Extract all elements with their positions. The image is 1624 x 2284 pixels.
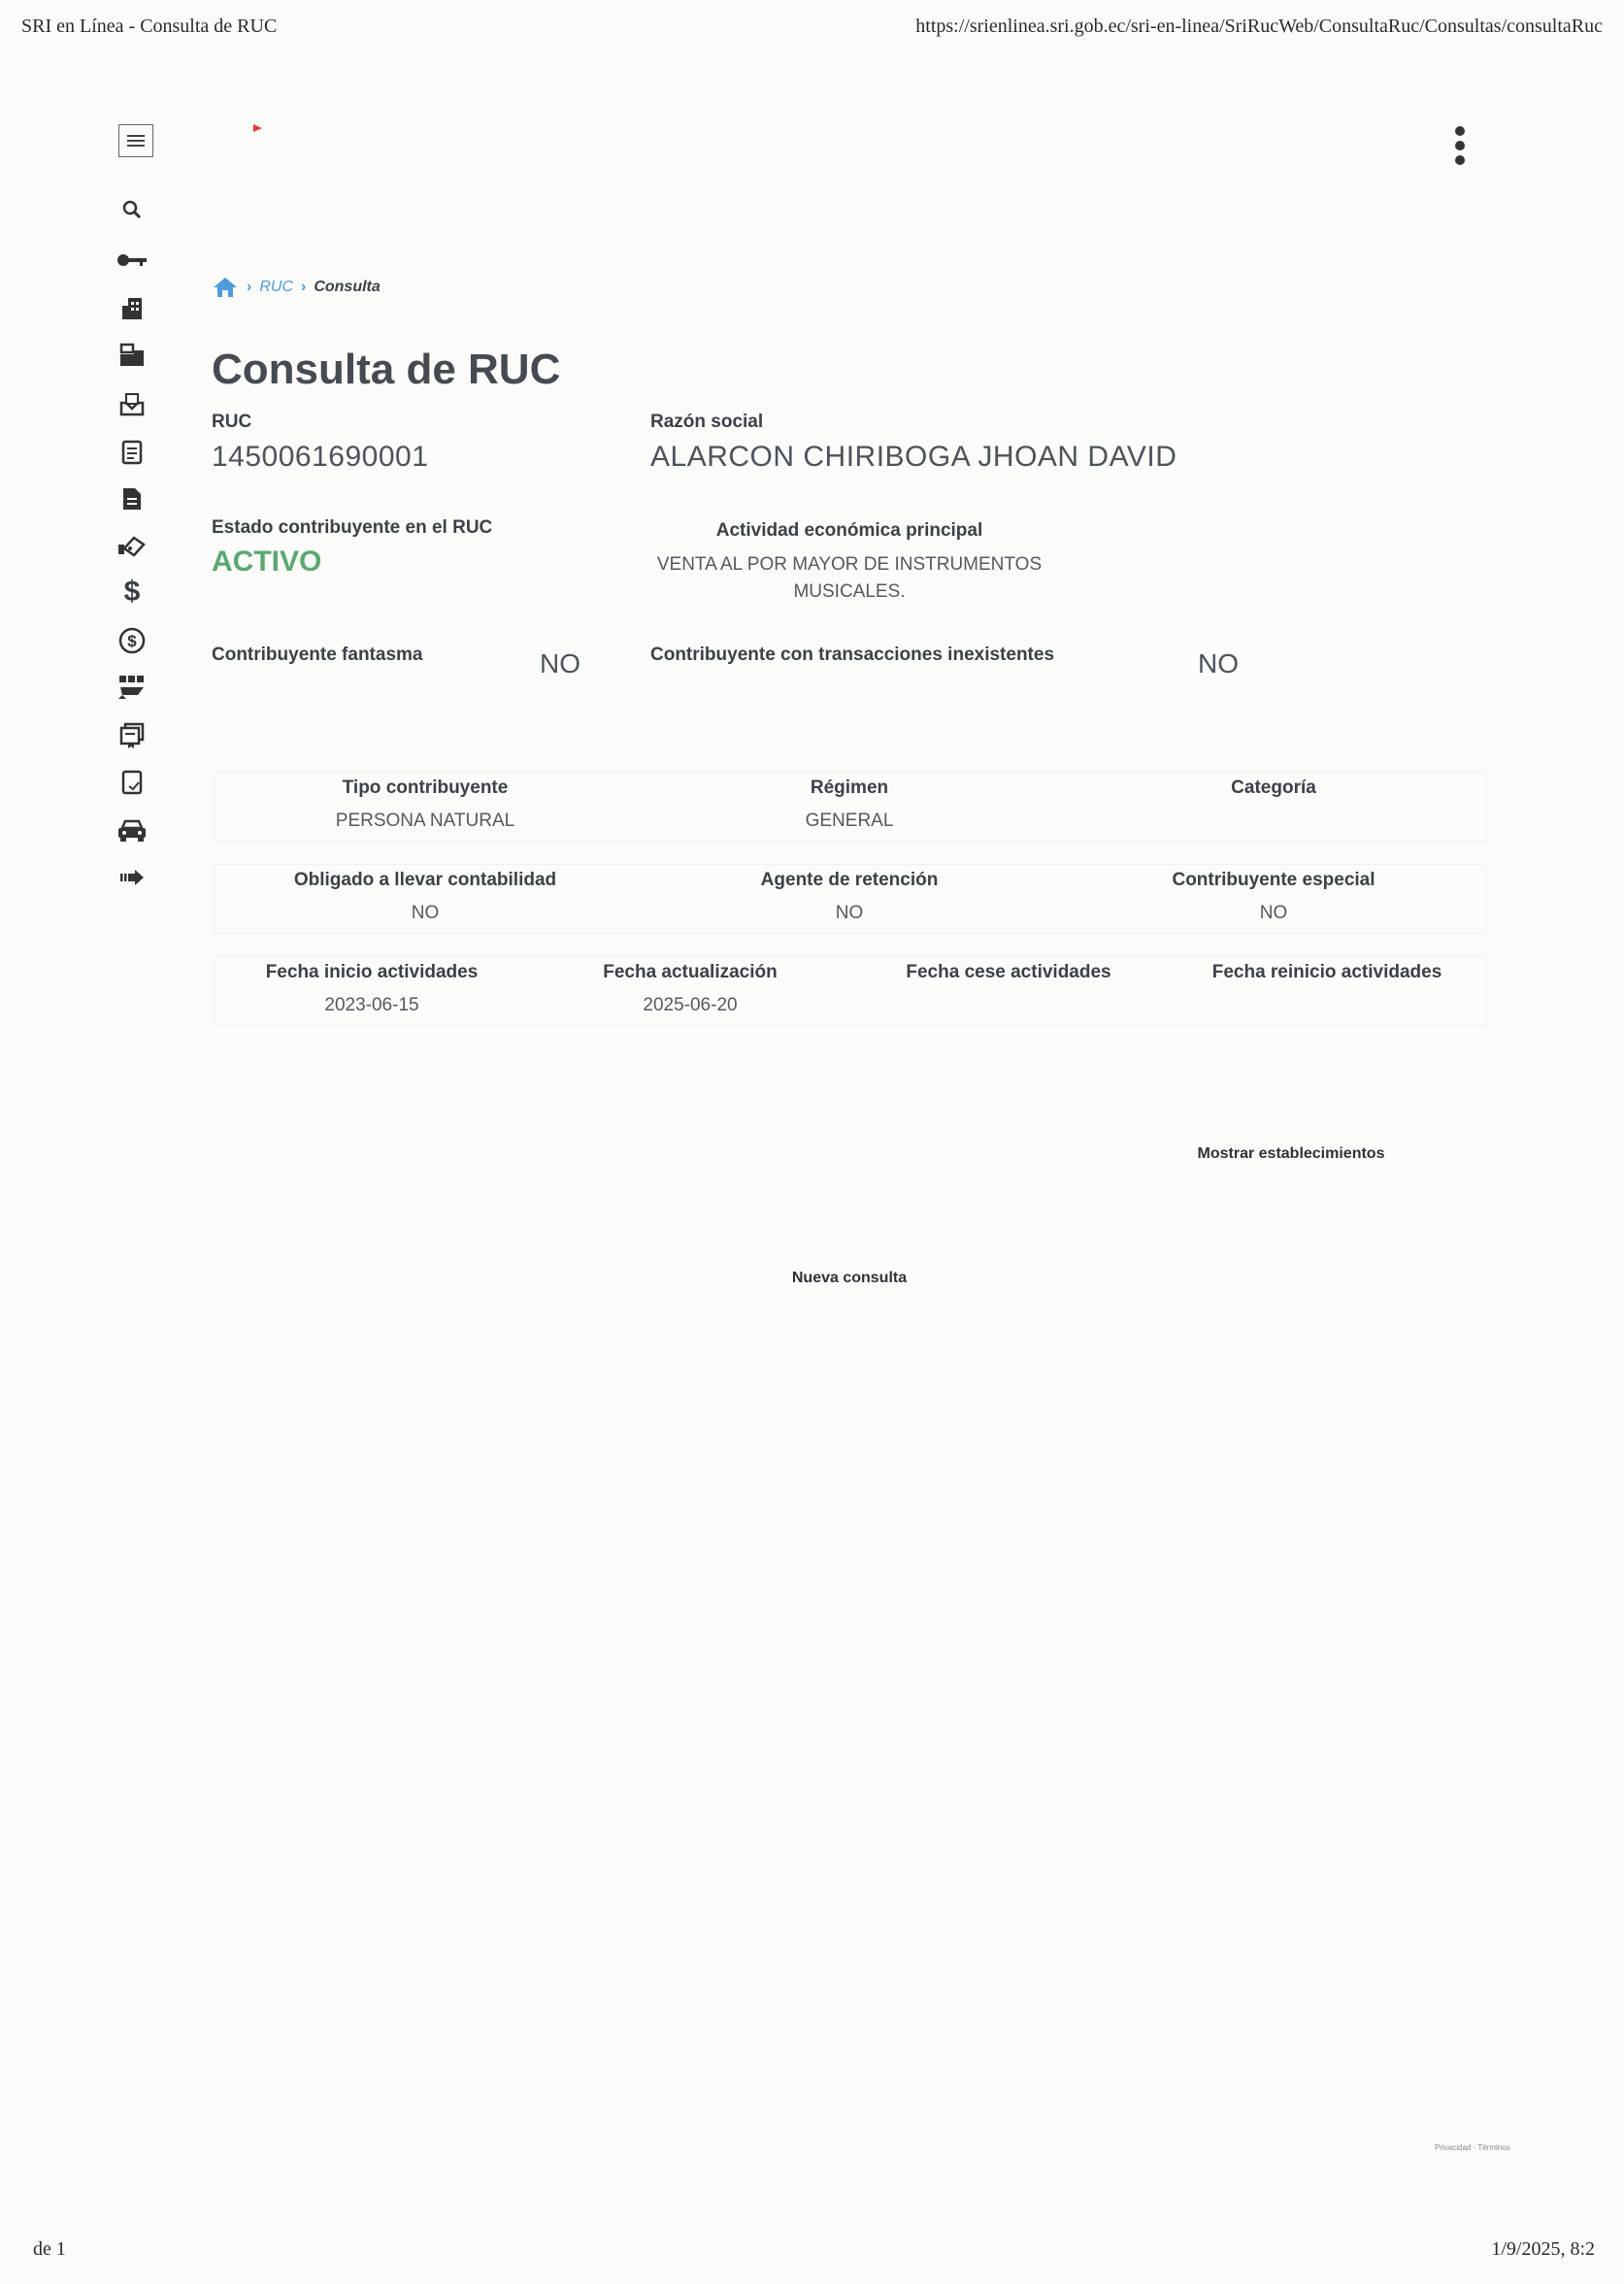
mostrar-establecimientos-button[interactable]: Mostrar establecimientos <box>1197 1145 1385 1162</box>
print-url: https://srienlinea.sri.gob.ec/sri-en-linea/SriRucWeb/ConsultaRuc/Consultas/consultaRuc <box>915 16 1603 37</box>
fecha-inicio-label: Fecha inicio actividades <box>265 962 479 982</box>
document-check-icon[interactable] <box>116 767 148 798</box>
kebab-menu-button[interactable] <box>1450 126 1470 167</box>
fecha-cese-label: Fecha cese actividades <box>906 962 1111 982</box>
razon-social-label: Razón social <box>650 412 764 432</box>
document-list-icon[interactable] <box>116 437 148 468</box>
razon-social-value: ALARCON CHIRIBOGA JHOAN DAVID <box>650 441 1177 473</box>
print-page-number: de 1 <box>33 2238 66 2260</box>
nueva-consulta-button[interactable]: Nueva consulta <box>791 1270 908 1286</box>
legal-links[interactable]: Privacidad · Términos <box>1435 2143 1510 2152</box>
handshake-icon[interactable] <box>116 530 148 561</box>
regimen-label: Régimen <box>810 778 889 798</box>
chevron-right-icon: › <box>301 279 307 295</box>
fantasma-label: Contribuyente fantasma <box>212 645 423 665</box>
contabilidad-value: NO <box>411 903 440 923</box>
retencion-value: NO <box>835 903 864 923</box>
search-icon[interactable] <box>116 194 148 225</box>
fecha-actualizacion-label: Fecha actualización <box>603 962 778 982</box>
transacciones-value: NO <box>1198 648 1239 679</box>
fantasma-value: NO <box>540 648 580 679</box>
print-datetime: 1/9/2025, 8:2 <box>1491 2238 1595 2260</box>
especial-label: Contribuyente especial <box>1172 870 1375 890</box>
svg-text:$: $ <box>127 632 137 650</box>
payment-exchange-icon[interactable] <box>116 672 148 703</box>
dollar-icon[interactable]: $ <box>123 576 141 608</box>
menu-toggle-button[interactable] <box>118 124 153 157</box>
retencion-label: Agente de retención <box>760 870 939 890</box>
ruc-label: RUC <box>212 412 252 432</box>
cash-register-icon[interactable] <box>116 340 148 371</box>
tipo-contribuyente-label: Tipo contribuyente <box>342 778 509 798</box>
especial-value: NO <box>1259 903 1288 923</box>
actividad-value <box>621 551 1077 606</box>
fecha-reinicio-label: Fecha reinicio actividades <box>1211 962 1442 982</box>
fecha-inicio-value: 2023-06-15 <box>324 995 419 1015</box>
inbox-icon[interactable] <box>116 388 148 419</box>
estado-value-badge: ACTIVO <box>212 546 322 578</box>
breadcrumb-current: Consulta <box>314 279 381 295</box>
actividad-value-line2: MUSICALES. <box>793 581 906 602</box>
estado-label: Estado contribuyente en el RUC <box>212 517 493 538</box>
arrow-right-icon[interactable] <box>116 862 148 893</box>
hamburger-icon <box>127 134 145 148</box>
actividad-label: Actividad económica principal <box>715 520 983 541</box>
certificate-icon[interactable] <box>116 720 148 751</box>
categoria-label: Categoría <box>1231 778 1316 798</box>
logo-mark-icon <box>253 124 262 132</box>
key-icon[interactable] <box>116 245 148 276</box>
page-title: Consulta de RUC <box>212 346 561 393</box>
regimen-value: GENERAL <box>805 811 894 831</box>
breadcrumb <box>212 276 381 299</box>
tipo-contribuyente-value: PERSONA NATURAL <box>335 811 515 831</box>
chevron-right-icon: › <box>247 279 252 295</box>
car-icon[interactable] <box>116 815 148 846</box>
contabilidad-label: Obligado a llevar contabilidad <box>293 870 557 890</box>
more-vertical-icon <box>1450 126 1470 167</box>
transacciones-label: Contribuyente con transacciones inexistentes <box>650 645 1055 665</box>
dollar-circle-icon[interactable] <box>116 625 148 656</box>
print-tab-title: SRI en Línea - Consulta de RUC <box>21 16 278 37</box>
breadcrumb-ruc-link[interactable]: RUC <box>259 279 293 295</box>
fecha-actualizacion-value: 2025-06-20 <box>643 995 738 1015</box>
home-icon[interactable] <box>212 276 239 299</box>
actividad-value-line1: VENTA AL POR MAYOR DE INSTRUMENTOS <box>656 554 1043 575</box>
file-text-icon[interactable] <box>116 483 148 514</box>
ruc-value: 1450061690001 <box>212 441 429 473</box>
building-icon[interactable] <box>116 293 148 324</box>
